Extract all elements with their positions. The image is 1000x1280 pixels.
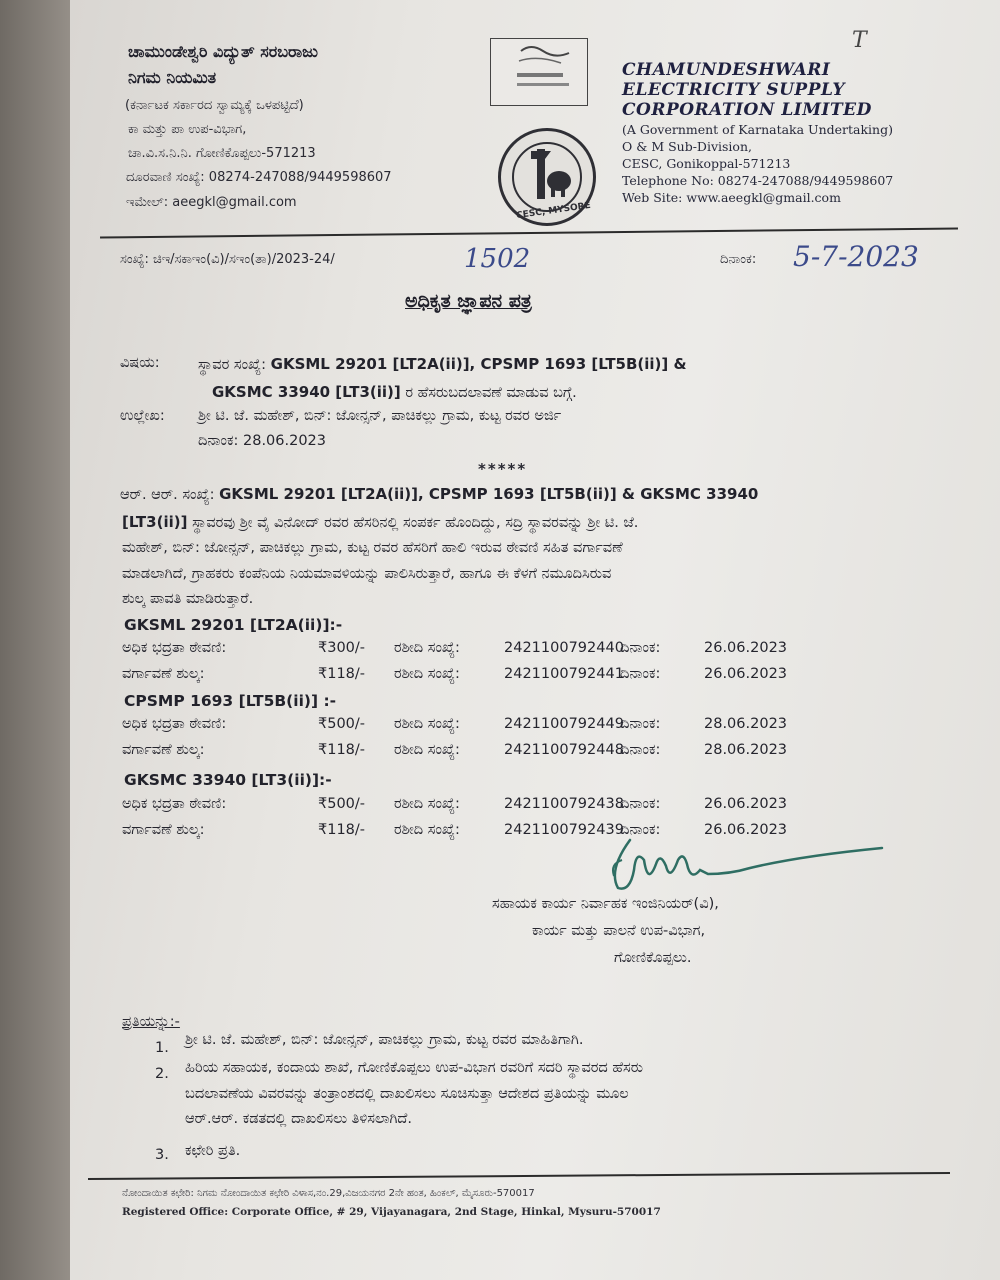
- installation-heading: GKSMC 33940 [LT3(ii)]:-: [124, 771, 332, 789]
- fee-amount: ₹500/-: [318, 796, 366, 812]
- footer-registered-office-kn: ನೋಂದಾಯಿತ ಕಛೇರಿ: ನಿಗಮ ನೋಂದಾಯಿತ ಕಛೇರಿ ವಿಳಾಸ,ನಂ.29,ವಿಜಯನಗರ 2ನೇ ಹಂತ, ಹಿಂಕಲ್, ಮೈಸೂರು-570017: [122, 1188, 535, 1199]
- en-govt-undertaking: (A Government of Karnataka Undertaking): [622, 122, 893, 137]
- fee-amount: ₹300/-: [318, 640, 366, 656]
- kn-org-name-line2: ನಿಗಮ ನಿಯಮಿತ: [128, 68, 217, 87]
- receipt-date: 28.06.2023: [704, 716, 788, 732]
- receipt-date: 26.06.2023: [704, 796, 788, 812]
- en-org-name-line3: CORPORATION LIMITED: [622, 100, 872, 120]
- en-org-name-line2: ELECTRICITY SUPPLY: [622, 80, 845, 100]
- receipt-date: 26.06.2023: [704, 666, 788, 682]
- receipt-label: ರಶೀದಿ ಸಂಖ್ಯೆ:: [394, 822, 460, 838]
- en-office-address: CESC, Gonikoppal-571213: [622, 156, 791, 171]
- en-website: Web Site: www.aeegkl@gmail.com: [622, 190, 841, 205]
- photo-background-edge: [0, 0, 70, 1280]
- receipt-number: 2421100792449: [504, 716, 624, 732]
- paragraph-codes-line1: GKSML 29201 [LT2A(ii)], CPSMP 1693 [LT5B(ii)] & GKSMC 33940: [219, 485, 759, 503]
- signatory-designation: ಸಹಾಯಕ ಕಾರ್ಯ ನಿರ್ವಾಹಕ ಇಂಜಿನಿಯರ್(ವಿ),: [492, 896, 719, 912]
- fee-label: ಅಧಿಕ ಭದ್ರತಾ ಠೇವಣಿ:: [122, 716, 227, 732]
- receipt-date-label: ದಿನಾಂಕ:: [620, 716, 661, 732]
- separator-stars: *****: [478, 460, 528, 478]
- reference-label: ಉಲ್ಲೇಖ:: [120, 408, 165, 424]
- en-phone: Telephone No: 08274-247088/9449598607: [622, 173, 894, 188]
- copy-item-text: ಬದಲಾವಣೆಯ ವಿವರವನ್ನು ತಂತ್ರಾಂಶದಲ್ಲಿ ದಾಖಲಿಸಲು ಸೂಚಿಸುತ್ತಾ ಆದೇಶದ ಪ್ರತಿಯನ್ನು ಮೂಲ: [185, 1086, 629, 1102]
- en-org-name-line1: CHAMUNDESHWARI: [622, 60, 831, 80]
- receipt-number: 2421100792440: [504, 640, 624, 656]
- copy-item-number: 2.: [155, 1066, 169, 1082]
- anniversary-badge: [490, 38, 588, 106]
- kn-org-name-line1: ಚಾಮುಂಡೇಶ್ವರಿ ವಿದ್ಯುತ್ ಸರಬರಾಜು: [128, 42, 318, 61]
- installation-heading: CPSMP 1693 [LT5B(ii)] :-: [124, 692, 337, 710]
- corner-mark: T: [852, 28, 867, 53]
- receipt-date-label: ದಿನಾಂಕ:: [620, 742, 661, 758]
- paragraph-line5: ಶುಲ್ಕ ಪಾವತಿ ಮಾಡಿರುತ್ತಾರೆ.: [122, 591, 254, 607]
- fee-label: ವರ್ಗಾವಣೆ ಶುಲ್ಕ:: [122, 666, 205, 682]
- receipt-number: 2421100792448: [504, 742, 624, 758]
- fee-amount: ₹118/-: [318, 666, 366, 682]
- date-handwritten: 5-7-2023: [793, 240, 919, 273]
- fee-amount: ₹118/-: [318, 742, 366, 758]
- signatory-location: ಗೋಣಿಕೊಪ್ಪಲು.: [614, 950, 692, 966]
- subject-rest: ರ ಹೆಸರುಬದಲಾವಣೆ ಮಾಡುವ ಬಗ್ಗೆ.: [405, 385, 577, 401]
- reference-number-handwritten: 1502: [464, 244, 531, 274]
- paragraph-rr-label: ಆರ್. ಆರ್. ಸಂಖ್ಯೆ:: [120, 487, 215, 503]
- receipt-date-label: ದಿನಾಂಕ:: [620, 666, 661, 682]
- receipt-label: ರಶೀದಿ ಸಂಖ್ಯೆ:: [394, 716, 460, 732]
- receipt-label: ರಶೀದಿ ಸಂಖ್ಯೆ:: [394, 640, 460, 656]
- copy-item-text: ಆರ್.ಆರ್. ಕಡತದಲ್ಲಿ ದಾಖಲಿಸಲು ತಿಳಿಸಲಾಗಿದೆ.: [185, 1111, 412, 1127]
- paragraph-line3: ಮಹೇಶ್, ಬಿನ್: ಜೋನ್ಸನ್, ಪಾಚಿಕಲ್ಲು ಗ್ರಾಮ, ಕುಟ್ಟ ರವರ ಹೆಸರಿಗೆ ಹಾಲಿ ಇರುವ ಠೇವಣಿ ಸಹಿತ ವರ್ಗಾವಣೆ: [122, 540, 623, 556]
- receipt-date: 28.06.2023: [704, 742, 788, 758]
- copy-item-number: 3.: [155, 1147, 169, 1163]
- receipt-date: 26.06.2023: [704, 822, 788, 838]
- receipt-number: 2421100792441: [504, 666, 624, 682]
- copy-item-text: ಹಿರಿಯ ಸಹಾಯಕ, ಕಂದಾಯ ಶಾಖೆ, ಗೋಣಿಕೊಪ್ಪಲು ಉಪ-ವಿಭಾಗ ರವರಿಗೆ ಸದರಿ ಸ್ಥಾವರದ ಹೆಸರು: [185, 1060, 644, 1076]
- reference-number-label: ಸಂಖ್ಯೆ: ಚಿಇ/ಸಕಾಇಂ(ವಿ)/ಸಇಂ(ತಾ)/2023-24/: [120, 252, 335, 267]
- paragraph-codes-line2: [LT3(ii)]: [122, 513, 188, 531]
- reference-line2: ದಿನಾಂಕ: 28.06.2023: [198, 433, 327, 449]
- fee-amount: ₹500/-: [318, 716, 366, 732]
- kn-govt-undertaking: (ಕರ್ನಾಟಕ ಸರ್ಕಾರದ ಸ್ವಾಮ್ಯಕ್ಕೆ ಒಳಪಟ್ಟಿದೆ): [125, 98, 304, 113]
- paragraph-line2: ಸ್ಥಾವರವು ಶ್ರೀ ವೈ ವಿನೋದ್ ರವರ ಹೆಸರಿನಲ್ಲಿ ಸಂಪರ್ಕ ಹೊಂದಿದ್ದು, ಸದ್ರಿ ಸ್ಥಾವರವನ್ನು ಶ್ರೀ ಟಿ. ಜೆ.: [192, 515, 639, 531]
- receipt-date: 26.06.2023: [704, 640, 788, 656]
- receipt-label: ರಶೀದಿ ಸಂಖ್ಯೆ:: [394, 796, 460, 812]
- kn-office-name: ಕಾ ಮತ್ತು ಪಾ ಉಪ-ವಿಭಾಗ,: [128, 122, 247, 137]
- document-title: ಅಧಿಕೃತ ಜ್ಞಾಪನ ಪತ್ರ: [405, 290, 532, 312]
- receipt-label: ರಶೀದಿ ಸಂಖ್ಯೆ:: [394, 666, 460, 682]
- signatory-office: ಕಾರ್ಯ ಮತ್ತು ಪಾಲನೆ ಉಪ-ವಿಭಾಗ,: [532, 923, 706, 939]
- fee-label: ವರ್ಗಾವಣೆ ಶುಲ್ಕ:: [122, 822, 205, 838]
- copy-item-number: 1.: [155, 1040, 169, 1056]
- en-office-name: O & M Sub-Division,: [622, 139, 752, 154]
- kn-email: ಇಮೇಲ್: aeegkl@gmail.com: [126, 195, 297, 210]
- logo-caption: CESC, MYSORE: [515, 200, 592, 222]
- kn-office-address: ಚಾ.ವಿ.ಸ.ನಿ.ನಿ. ಗೋಣಿಕೊಪ್ಪಲು-571213: [128, 146, 316, 161]
- copies-label: ಪ್ರತಿಯನ್ನು:-: [122, 1014, 180, 1030]
- installation-heading: GKSML 29201 [LT2A(ii)]:-: [124, 616, 343, 634]
- receipt-date-label: ದಿನಾಂಕ:: [620, 640, 661, 656]
- date-label: ದಿನಾಂಕ:: [720, 252, 757, 267]
- subject-codes-line2: GKSMC 33940 [LT3(ii)]: [212, 383, 401, 401]
- fee-label: ವರ್ಗಾವಣೆ ಶುಲ್ಕ:: [122, 742, 205, 758]
- copy-item-text: ಶ್ರೀ ಟಿ. ಜೆ. ಮಹೇಶ್, ಬಿನ್: ಜೋನ್ಸನ್, ಪಾಚಿಕಲ್ಲು ಗ್ರಾಮ, ಕುಟ್ಟ ರವರ ಮಾಹಿತಿಗಾಗಿ.: [185, 1032, 584, 1048]
- receipt-label: ರಶೀದಿ ಸಂಖ್ಯೆ:: [394, 742, 460, 758]
- fee-amount: ₹118/-: [318, 822, 366, 838]
- subject-codes-line1: GKSML 29201 [LT2A(ii)], CPSMP 1693 [LT5B(ii)] &: [270, 355, 687, 373]
- receipt-number: 2421100792438: [504, 796, 624, 812]
- kn-phone: ದೂರವಾಣಿ ಸಂಖ್ಯೆ: 08274-247088/9449598607: [126, 170, 392, 185]
- subject-prefix: ಸ್ಥಾವರ ಸಂಖ್ಯೆ:: [198, 357, 267, 373]
- fee-label: ಅಧಿಕ ಭದ್ರತಾ ಠೇವಣಿ:: [122, 640, 227, 656]
- copy-item-text: ಕಛೇರಿ ಪ್ರತಿ.: [185, 1143, 241, 1159]
- handwritten-signature: [600, 830, 890, 904]
- receipt-date-label: ದಿನಾಂಕ:: [620, 822, 661, 838]
- fee-label: ಅಧಿಕ ಭದ್ರತಾ ಠೇವಣಿ:: [122, 796, 227, 812]
- receipt-date-label: ದಿನಾಂಕ:: [620, 796, 661, 812]
- receipt-number: 2421100792439: [504, 822, 624, 838]
- footer-registered-office-en: Registered Office: Corporate Office, # 29, Vijayanagara, 2nd Stage, Hinkal, Mysuru-570017: [122, 1206, 661, 1218]
- reference-line1: ಶ್ರೀ ಟಿ. ಜೆ. ಮಹೇಶ್, ಬಿನ್: ಜೋನ್ಸನ್, ಪಾಚಿಕಲ್ಲು ಗ್ರಾಮ, ಕುಟ್ಟ ರವರ ಅರ್ಜಿ: [198, 408, 562, 424]
- paragraph-line4: ಮಾಡಲಾಗಿದೆ, ಗ್ರಾಹಕರು ಕಂಪೆನಿಯ ನಿಯಮಾವಳಿಯನ್ನು ಪಾಲಿಸಿರುತ್ತಾರೆ, ಹಾಗೂ ಈ ಕೆಳಗೆ ನಮೂದಿಸಿರುವ: [122, 566, 612, 582]
- subject-label: ವಿಷಯ:: [120, 355, 160, 371]
